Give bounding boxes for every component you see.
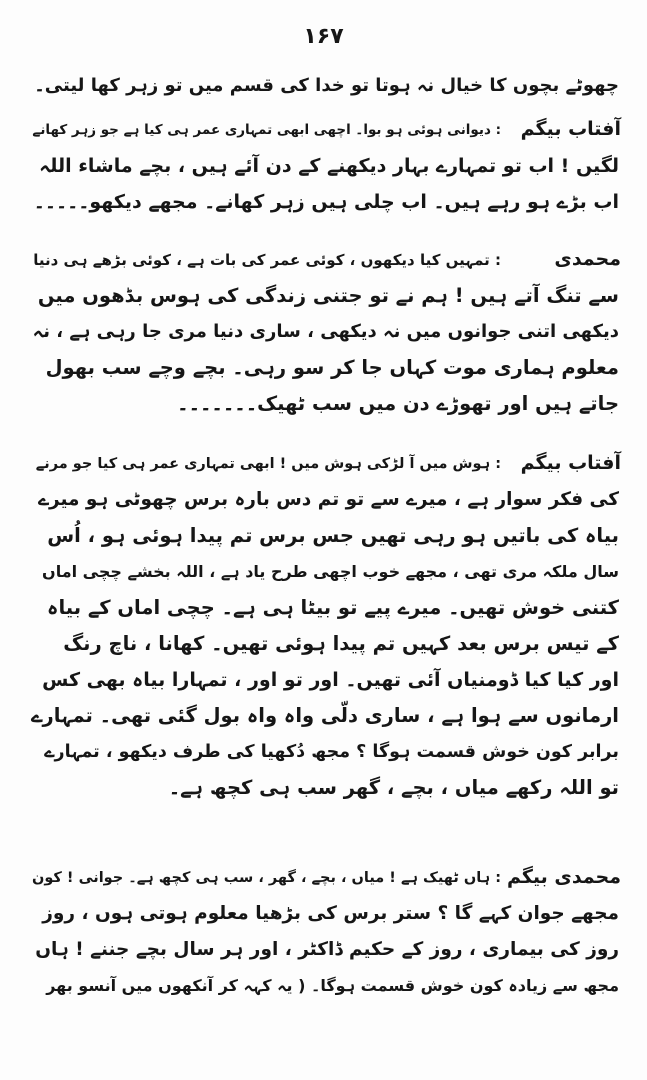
text-line: دیکھی اتنی جوانوں میں نہ دیکھی ، ساری دنیا مری جا رہی ہے ، نہ [32,321,619,342]
text-line: : تمہیں کیا دیکھوں ، کوئی عمر کی بات ہے ، کوئی بڑھے ہی دنیا [33,251,501,269]
page-number: ۱۶۷ [303,24,344,49]
text-line: : دیوانی ہوئی ہو بوا۔ اچھی ابھی تمہاری عمر ہی کیا ہے جو زہر کھانے [32,122,501,138]
text-line: معلوم ہماری موت کہاں جا کر سو رہی۔ بچے وچے سب بھول [45,356,619,379]
text-line: مجھ سے زیادہ کون خوش قسمت ہوگا۔ ( یہ کہہ کر آنکھوں میں آنسو بھر [46,976,619,995]
speaker-name: محمدی بیگم [506,866,621,888]
text-line: تو اللہ رکھے میاں ، بچے ، گھر سب ہی کچھ ہے۔ [168,776,619,799]
text-line: کے تیس برس بعد کہیں تم پیدا ہوئی تھیں۔ کھانا ، ناچ رنگ [63,632,619,655]
text-line: : ہوش میں آ لڑکی ہوش میں ! ابھی تمہاری عمر ہی کیا جو مرنے [35,456,501,472]
speaker-name: آفتاب بیگم [520,118,621,140]
text-line: جاتے ہیں اور تھوڑے دن میں سب ٹھیک۔۔۔۔۔۔۔ [177,392,619,415]
speaker-name: آفتاب بیگم [520,452,621,474]
text-line: برابر کون خوش قسمت ہوگا ؟ مجھ دُکھیا کی طرف دیکھو ، تمہارے [44,742,619,762]
text-line: لگیں ! اب تو تمہارے بہار دیکھنے کے دن آئے ہیں ، بچے ماشاء اللہ [39,155,619,177]
text-line: بیاہ کی باتیں ہو رہی تھیں جس برس تم پیدا ہوئی ہو ، اُس [47,524,619,547]
speaker-name: محمدی [554,248,621,270]
text-line: چھوٹے بچوں کا خیال نہ ہوتا تو خدا کی قسم میں تو زہر کھا لیتی۔ [34,75,619,96]
text-line: مجھے جوان کہے گا ؟ ستر برس کی بڑھیا معلوم ہوتی ہوں ، روز [42,903,619,924]
text-line: سال ملکہ مری تھی ، مجھے خوب اچھی طرح یاد ہے ، اللہ بخشے چچی اماں [42,562,619,581]
text-line: روز کی بیماری ، روز کے حکیم ڈاکٹر ، اور ہر سال بچے جننے ! ہاں [35,939,619,960]
text-line: اب بڑے ہو رہے ہیں۔ اب چلی ہیں زہر کھانے۔ مجھے دیکھو۔۔۔۔۔ [33,191,619,213]
text-line: ارمانوں سے ہوا ہے ، ساری دلّی واہ واہ بول گئی تھی۔ تمہارے [31,704,619,727]
text-line: کی فکر سوار ہے ، میرے سے تو تم دس بارہ برس چھوٹی ہو میرے [38,489,619,510]
text-line: اور کیا کیا ڈومنیاں آئی تھیں۔ اور تو اور ، تمہارا بیاہ بھی کس [42,669,619,691]
text-line: کتنی خوش تھیں۔ میرے پیے تو بیٹا ہی ہے۔ چچی اماں کے بیاہ [47,596,619,619]
text-line: : ہاں ٹھیک ہے ! میاں ، بچے ، گھر ، سب ہی کچھ ہے۔ جوانی ! کون [31,870,501,886]
text-line: سے تنگ آتے ہیں ! ہم نے تو جتنی زندگی کی ہوس بڈھوں میں [37,284,619,307]
